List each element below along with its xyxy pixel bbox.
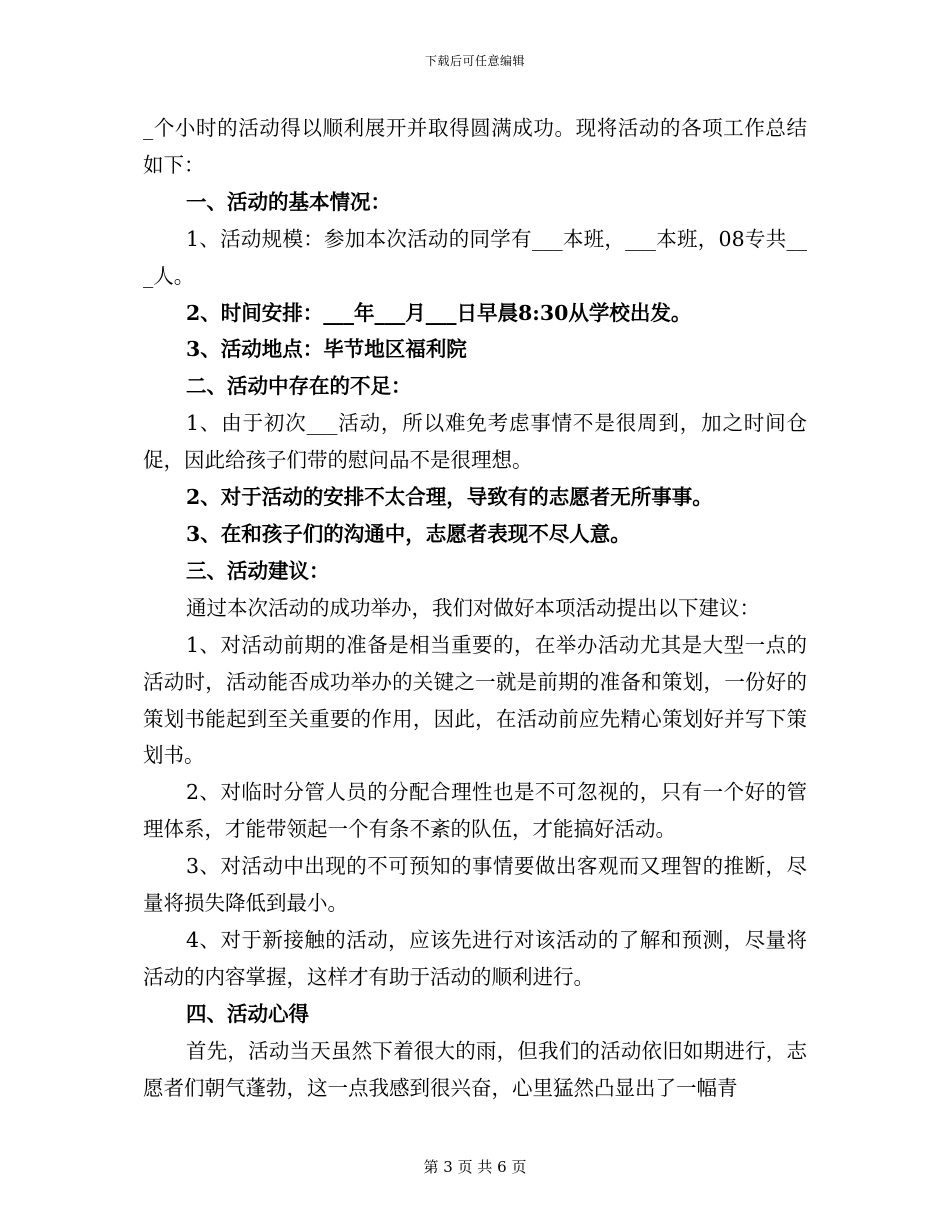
paragraph-reflection-1: 首先，活动当天虽然下着很大的雨，但我们的活动依旧如期进行，志愿者们朝气蓬勃，这一点我感到很兴奋，心里猛然凸显出了一幅青: [143, 1038, 807, 1100]
section-heading-reflections: 四、活动心得: [186, 1001, 309, 1026]
paragraph-shortcoming-2: 2、对于活动的安排不太合理，导致有的志愿者无所事事。: [186, 485, 713, 510]
paragraph-suggestion-3: 3、对活动中出现的不可预知的事情要做出客观而又理智的推断，尽量将损失降低到最小。: [143, 854, 807, 916]
document-body: [143, 110, 807, 1106]
paragraph-intro-continued: _个小时的活动得以顺利展开并取得圆满成功。现将活动的各项工作总结如下：: [143, 116, 807, 177]
paragraph-shortcoming-3: 3、在和孩子们的沟通中，志愿者表现不尽人意。: [186, 521, 631, 546]
page-footer: 第 3 页 共 6 页: [423, 1158, 527, 1176]
section-heading-basic-info: 一、活动的基本情况：: [186, 189, 391, 214]
paragraph-suggestion-4: 4、对于新接触的活动，应该先进行对该活动的了解和预测，尽量将活动的内容掌握，这样才有助于活动的顺利进行。: [143, 927, 807, 989]
page-header: 下载后可任意编辑: [424, 54, 525, 68]
section-heading-shortcomings: 二、活动中存在的不足：: [186, 374, 412, 399]
section-heading-suggestions: 三、活动建议：: [186, 558, 330, 583]
paragraph-shortcoming-1: 1、由于初次___活动，所以难免考虑事情不是很周到，加之时间仓促，因此给孩子们带的慰问品不是很理想。: [143, 411, 807, 473]
paragraph-suggestion-1: 1、对活动前期的准备是相当重要的，在举办活动尤其是大型一点的活动时，活动能否成功举办的关键之一就是前期的准备和策划，一份好的策划书能起到至关重要的作用，因此，在活动前应先精心策划好并写下策划书。: [143, 632, 807, 768]
paragraph-suggestion-2: 2、对临时分管人员的分配合理性也是不可忽视的，只有一个好的管理体系，才能带领起一个有条不紊的队伍，才能搞好活动。: [143, 780, 807, 842]
paragraph-scale: 1、活动规模：参加本次活动的同学有___本班，___本班，08专共___人。: [143, 226, 807, 288]
paragraph-location: 3、活动地点：毕节地区福利院: [186, 337, 467, 362]
paragraph-suggestions-intro: 通过本次活动的成功举办，我们对做好本项活动提出以下建议：: [186, 595, 760, 620]
paragraph-schedule: 2、时间安排：___年___月___日早晨8:30从学校出发。: [186, 300, 692, 325]
